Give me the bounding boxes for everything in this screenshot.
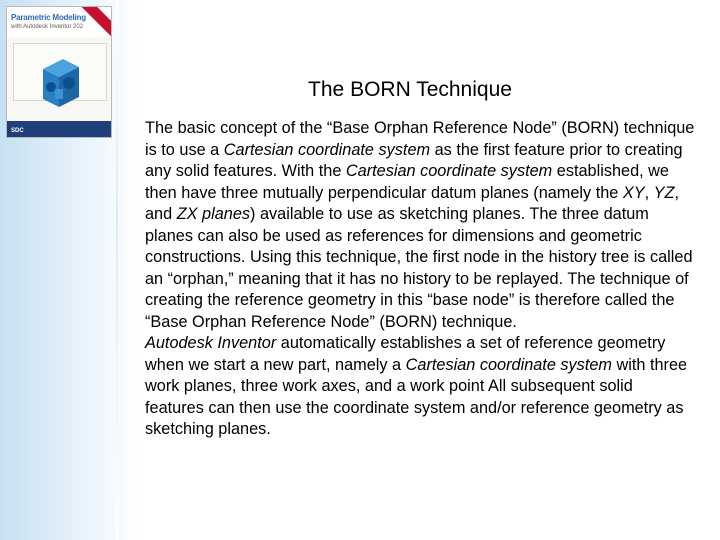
text-run: established, we then have three mutually perpendicular datum planes (namely the	[145, 162, 669, 202]
text-run: ” (	[551, 119, 567, 137]
text-run: BORN	[566, 119, 614, 137]
paragraph-born-definition	[145, 118, 695, 333]
text-run: ) technique is to use a	[145, 119, 695, 159]
text-run: XY	[622, 183, 645, 202]
paragraph-inventor-reference	[145, 333, 695, 441]
text-run: ZX planes	[176, 205, 251, 223]
text-run: YZ	[653, 183, 675, 202]
cover-title: Parametric Modeling	[11, 13, 86, 22]
text-run: , and	[145, 183, 680, 223]
text-run: ,	[644, 183, 654, 202]
slide-body	[145, 118, 695, 441]
book-cover-thumbnail	[6, 6, 112, 138]
text-run: Base Orphan Reference Node	[332, 119, 552, 137]
text-run: Cartesian coordinate system	[223, 140, 431, 159]
cover-publisher: SDC	[11, 128, 24, 134]
slide-title: The BORN Technique	[308, 78, 512, 101]
text-run: The basic concept of the “	[145, 119, 333, 137]
text-run: as the first feature prior to creating any solid features. With the	[145, 140, 683, 180]
text-run: Cartesian coordinate system	[345, 162, 553, 180]
text-run: automatically establishes a set of reference geometry when we start a new part, namely a	[145, 334, 666, 374]
cad-part-icon	[35, 55, 85, 115]
text-run: Autodesk Inventor	[145, 334, 277, 352]
text-run: Cartesian coordinate system	[405, 355, 612, 374]
cover-subtitle: with Autodesk Inventor 202	[11, 24, 84, 30]
side-divider	[116, 0, 118, 540]
text-run: ) available to use as sketching planes. The three datum planes can also be used as references for dimensions and geometric constructions. Using this technique, the first node in the history tree is called an “orphan,” meaning that it has no history to be replayed. The technique of creating the reference geometry in this “base node” is therefore called the “Base Orphan Reference Node” (BORN) technique.	[145, 205, 693, 331]
text-run: with three work planes, three work axes, and a work point All subsequent solid features can then use the coordinate system and/or reference geometry as sketching planes.	[145, 355, 688, 438]
